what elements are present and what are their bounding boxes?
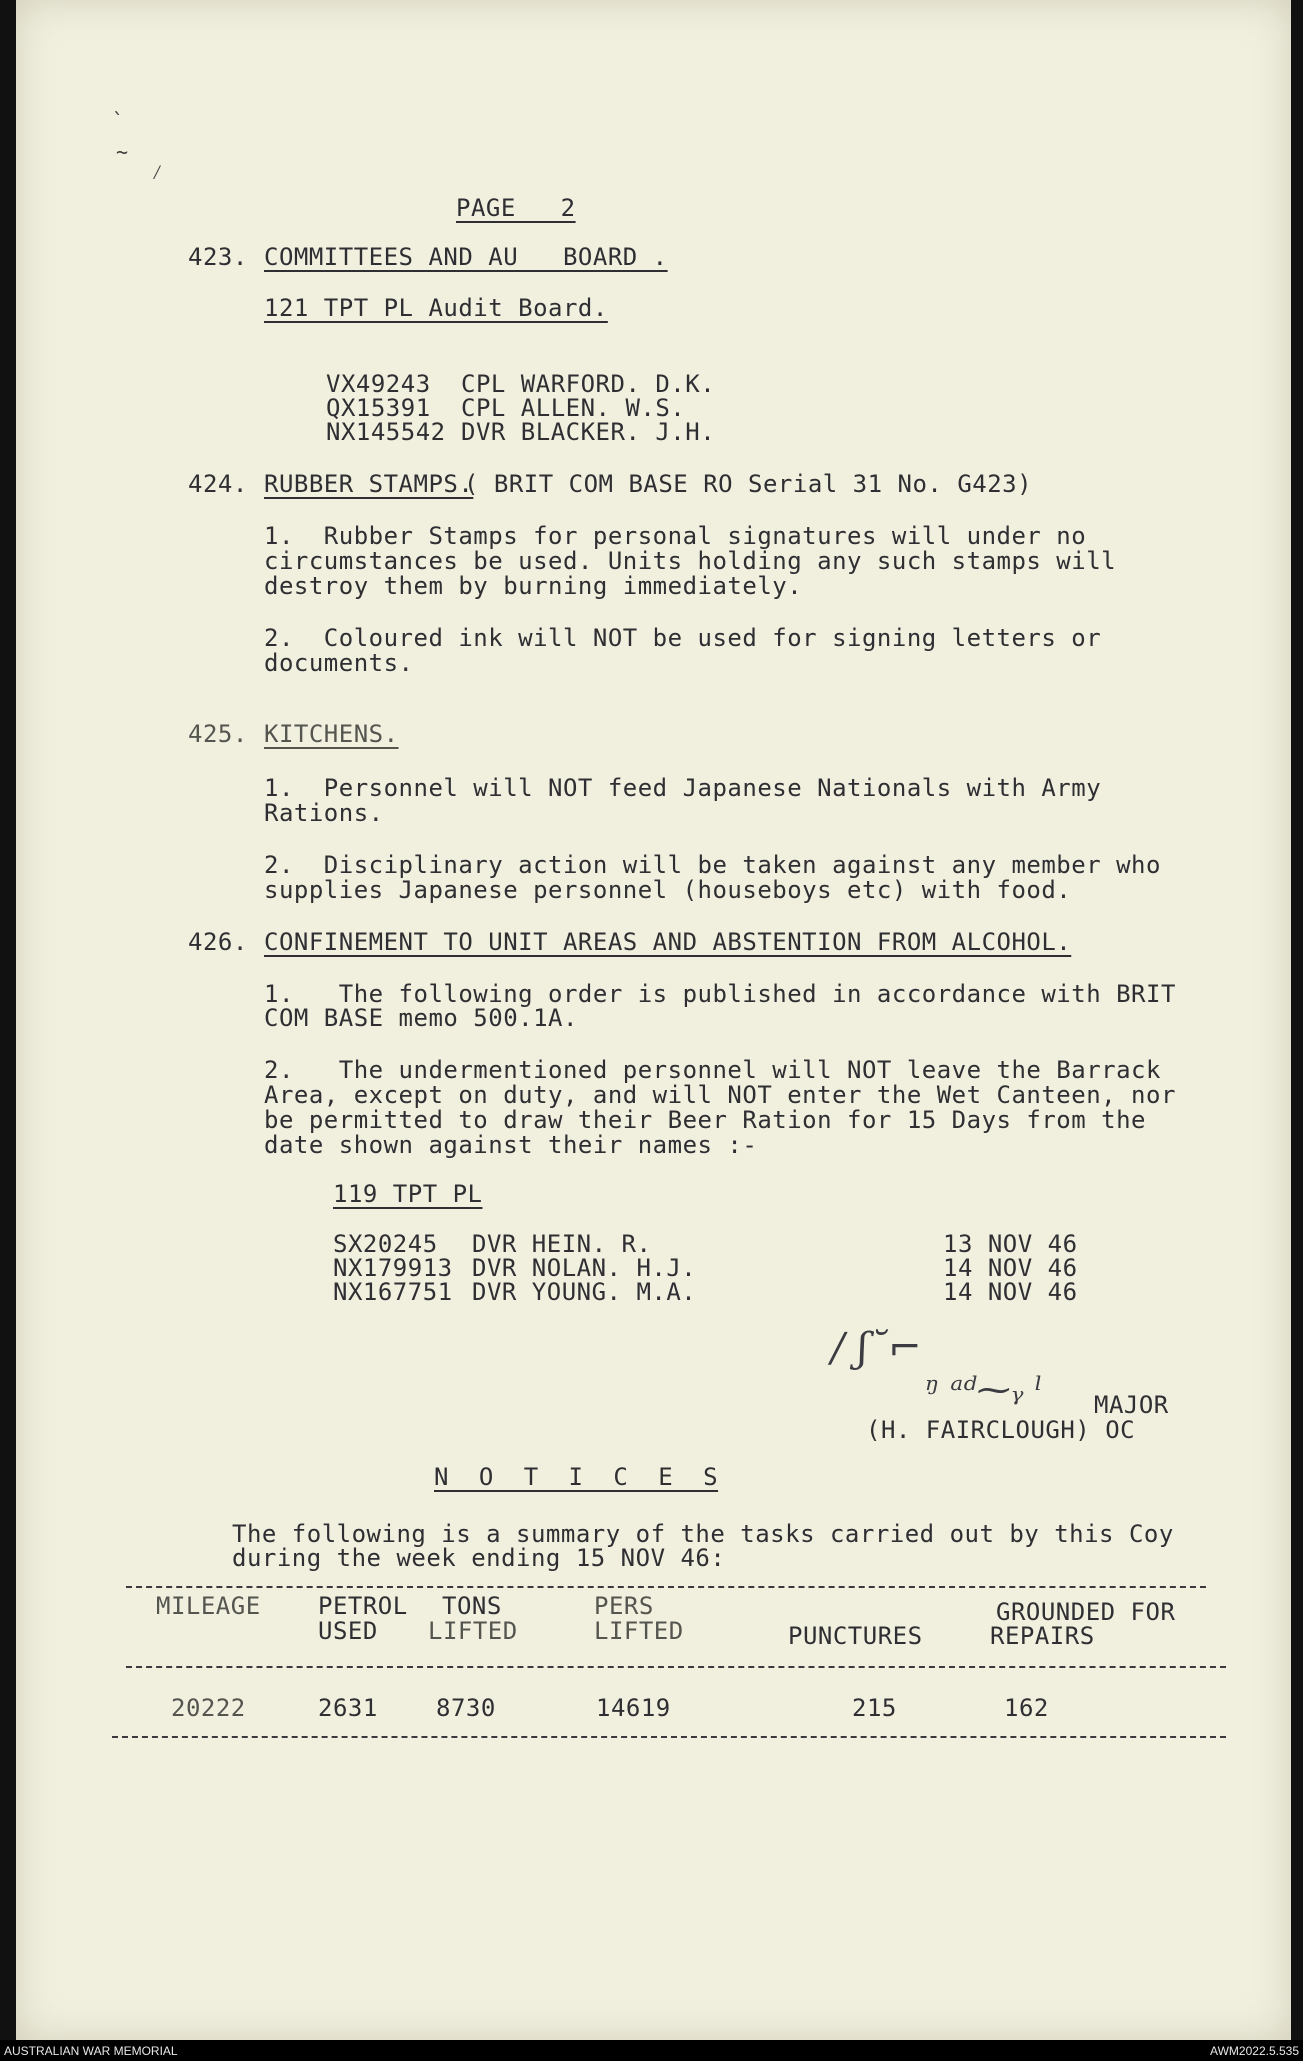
- table-rule: [126, 1586, 1206, 1588]
- col-header-pers: LIFTED: [594, 1617, 684, 1645]
- section-426-title: CONFINEMENT TO UNIT AREAS AND ABSTENTION FROM ALCOHOL.: [264, 928, 1072, 956]
- paragraph-line: supplies Japanese personnel (houseboys etc) with food.: [264, 876, 1072, 904]
- col-header-mileage: MILEAGE: [156, 1592, 261, 1620]
- section-424-reference: ( BRIT COM BASE RO Serial 31 No. G423): [464, 470, 1033, 498]
- signature-name: (H. FAIRCLOUGH) OC: [866, 1416, 1136, 1444]
- paragraph-line: 1. The following order is published in accordance with BRIT: [264, 980, 1176, 1008]
- member-name: CPL ALLEN. W.S.: [461, 394, 686, 422]
- paragraph-line: Area, except on duty, and will NOT enter the Wet Canteen, nor: [264, 1081, 1176, 1109]
- paragraph-line: be permitted to draw their Beer Ration for 15 Days from the: [264, 1106, 1147, 1134]
- member-name: DVR BLACKER. J.H.: [461, 418, 716, 446]
- col-header-punctures: PUNCTURES: [788, 1622, 923, 1650]
- paragraph-line: destroy them by burning immediately.: [264, 572, 803, 600]
- personnel-name: DVR NOLAN. H.J.: [472, 1254, 697, 1282]
- value-tons: 8730: [436, 1694, 496, 1722]
- col-header-tons: LIFTED: [428, 1617, 518, 1645]
- col-header-petrol: USED: [318, 1617, 378, 1645]
- personnel-name: DVR HEIN. R.: [472, 1230, 652, 1258]
- section-424-number: 424.: [188, 470, 248, 498]
- personnel-date: 14 NOV 46: [943, 1278, 1078, 1306]
- paragraph-line: circumstances be used. Units holding any such stamps will: [264, 547, 1117, 575]
- table-rule: [112, 1736, 1226, 1738]
- paragraph-line: 2. The undermentioned personnel will NOT leave the Barrack: [264, 1056, 1161, 1084]
- section-425-title: KITCHENS.: [264, 720, 399, 748]
- paragraph-line: date shown against their names :-: [264, 1131, 758, 1159]
- section-425-number: 425.: [188, 720, 248, 748]
- table-rule: [126, 1666, 1226, 1668]
- margin-mark: ⁄: [151, 160, 164, 184]
- section-423-title: COMMITTEES AND AU BOARD .: [264, 243, 668, 271]
- section-424-title: RUBBER STAMPS.: [264, 470, 474, 498]
- value-mileage: 20222: [171, 1694, 246, 1722]
- col-header-grounded: GROUNDED FOR: [996, 1598, 1176, 1626]
- member-name: CPL WARFORD. D.K.: [461, 370, 716, 398]
- footer-institution: AUSTRALIAN WAR MEMORIAL: [4, 2044, 178, 2058]
- personnel-name: DVR YOUNG. M.A.: [472, 1278, 697, 1306]
- paragraph-line: COM BASE memo 500.1A.: [264, 1004, 578, 1032]
- section-423-number: 423.: [188, 243, 248, 271]
- paragraph-line: documents.: [264, 649, 414, 677]
- footer-reference: AWM2022.5.535: [1210, 2044, 1299, 2058]
- member-no: VX49243: [326, 370, 431, 398]
- member-no: QX15391: [326, 394, 431, 422]
- personnel-no: NX167751: [333, 1278, 453, 1306]
- paragraph-line: Rations.: [264, 799, 384, 827]
- page-header: PAGE 2: [456, 194, 576, 222]
- notices-heading: N O T I C E S: [434, 1463, 719, 1491]
- paragraph-line: 1. Rubber Stamps for personal signatures will under no: [264, 522, 1087, 550]
- archive-footer: [0, 2040, 1303, 2061]
- notices-intro: The following is a summary of the tasks carried out by this Coy: [232, 1520, 1174, 1548]
- paragraph-line: 2. Coloured ink will NOT be used for signing letters or: [264, 624, 1102, 652]
- signature-rank: MAJOR: [1094, 1391, 1169, 1419]
- value-petrol: 2631: [318, 1694, 378, 1722]
- col-header-pers: PERS: [594, 1592, 654, 1620]
- personnel-no: SX20245: [333, 1230, 438, 1258]
- col-header-grounded: REPAIRS: [990, 1622, 1095, 1650]
- value-grounded: 162: [1004, 1694, 1049, 1722]
- unit-heading: 119 TPT PL: [333, 1180, 483, 1208]
- personnel-date: 14 NOV 46: [943, 1254, 1078, 1282]
- document-page: [16, 0, 1291, 2040]
- margin-mark: ~: [116, 140, 129, 164]
- notices-intro: during the week ending 15 NOV 46:: [232, 1544, 726, 1572]
- paragraph-line: 1. Personnel will NOT feed Japanese Nationals with Army: [264, 774, 1102, 802]
- handwritten-signature: ᵑ ᵃᵈ⁓ᵧ ˡ: [926, 1370, 1043, 1410]
- paragraph-line: 2. Disciplinary action will be taken against any member who: [264, 851, 1161, 879]
- value-punctures: 215: [852, 1694, 897, 1722]
- member-no: NX145542: [326, 418, 446, 446]
- margin-mark: ˎ: [111, 90, 124, 114]
- value-pers: 14619: [596, 1694, 671, 1722]
- section-423-subtitle: 121 TPT PL Audit Board.: [264, 294, 608, 322]
- handwritten-signature: ∕ ʃ˘⌐: [831, 1325, 922, 1371]
- personnel-no: NX179913: [333, 1254, 453, 1282]
- personnel-date: 13 NOV 46: [943, 1230, 1078, 1258]
- col-header-tons: TONS: [442, 1592, 502, 1620]
- section-426-number: 426.: [188, 928, 248, 956]
- col-header-petrol: PETROL: [318, 1592, 408, 1620]
